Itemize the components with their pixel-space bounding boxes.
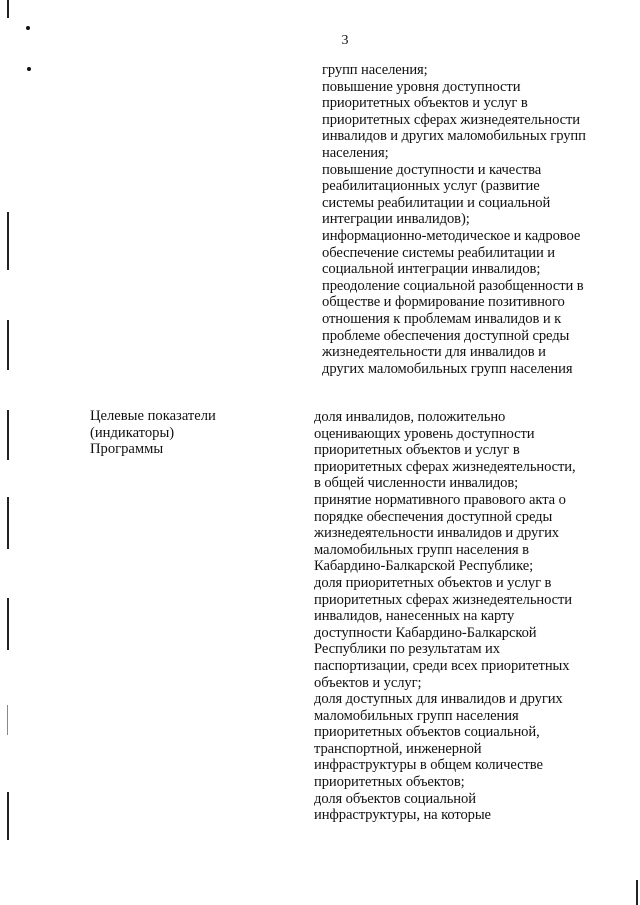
scan-mark [7, 320, 9, 370]
scan-dot [26, 26, 30, 30]
scan-mark [7, 705, 8, 735]
scan-dot [27, 67, 31, 71]
page-number: 3 [341, 33, 349, 48]
scan-mark [7, 212, 9, 270]
scan-mark [7, 0, 9, 18]
indicators-text: доля инвалидов, положительно оценивающих уровень доступности приоритетных объектов и услуг в приоритетных сферах жизнедеятельности, в общей численности инвалидов; принятие нормативного правового акта о порядке обеспечения доступной среды жизнедеятельности инвалидов и других маломобильных групп населения в Кабардино-Балкарской Республике; доля приоритетных объектов и услуг в приоритетных сферах жизнедеятельности инвалидов, нанесенных на карту доступности Кабардино-Балкарской Республики по результатам их паспортизации, среди всех приоритетных объектов и услуг; доля доступных для инвалидов и других маломобильных групп населения приоритетных объектов социальной, транспортной, инженерной инфраструктуры в общем количестве приоритетных объектов; доля объектов социальной инфраструктуры, на которые [314, 409, 576, 824]
scan-mark [7, 598, 9, 650]
scan-mark [7, 410, 9, 460]
indicators-label: Целевые показатели (индикаторы) Программы [90, 408, 216, 458]
scan-mark [7, 792, 9, 840]
scan-mark [7, 497, 9, 549]
passport-continuation-text: групп населения; повышение уровня доступности приоритетных объектов и услуг в приоритетных сферах жизнедеятельности инвалидов и других маломобильных групп населения; повышение доступности и качества реабилитационных услуг (развитие системы реабилитации и социальной интеграции инвалидов); информационно-методическое и кадровое обеспечение системы реабилитации и социальной интеграции инвалидов; преодоление социальной разобщенности в обществе и формирование позитивного отношения к проблемам инвалидов и к проблеме обеспечения доступной среды жизнедеятельности для инвалидов и других маломобильных групп населения [322, 62, 586, 377]
scan-mark [636, 880, 638, 905]
